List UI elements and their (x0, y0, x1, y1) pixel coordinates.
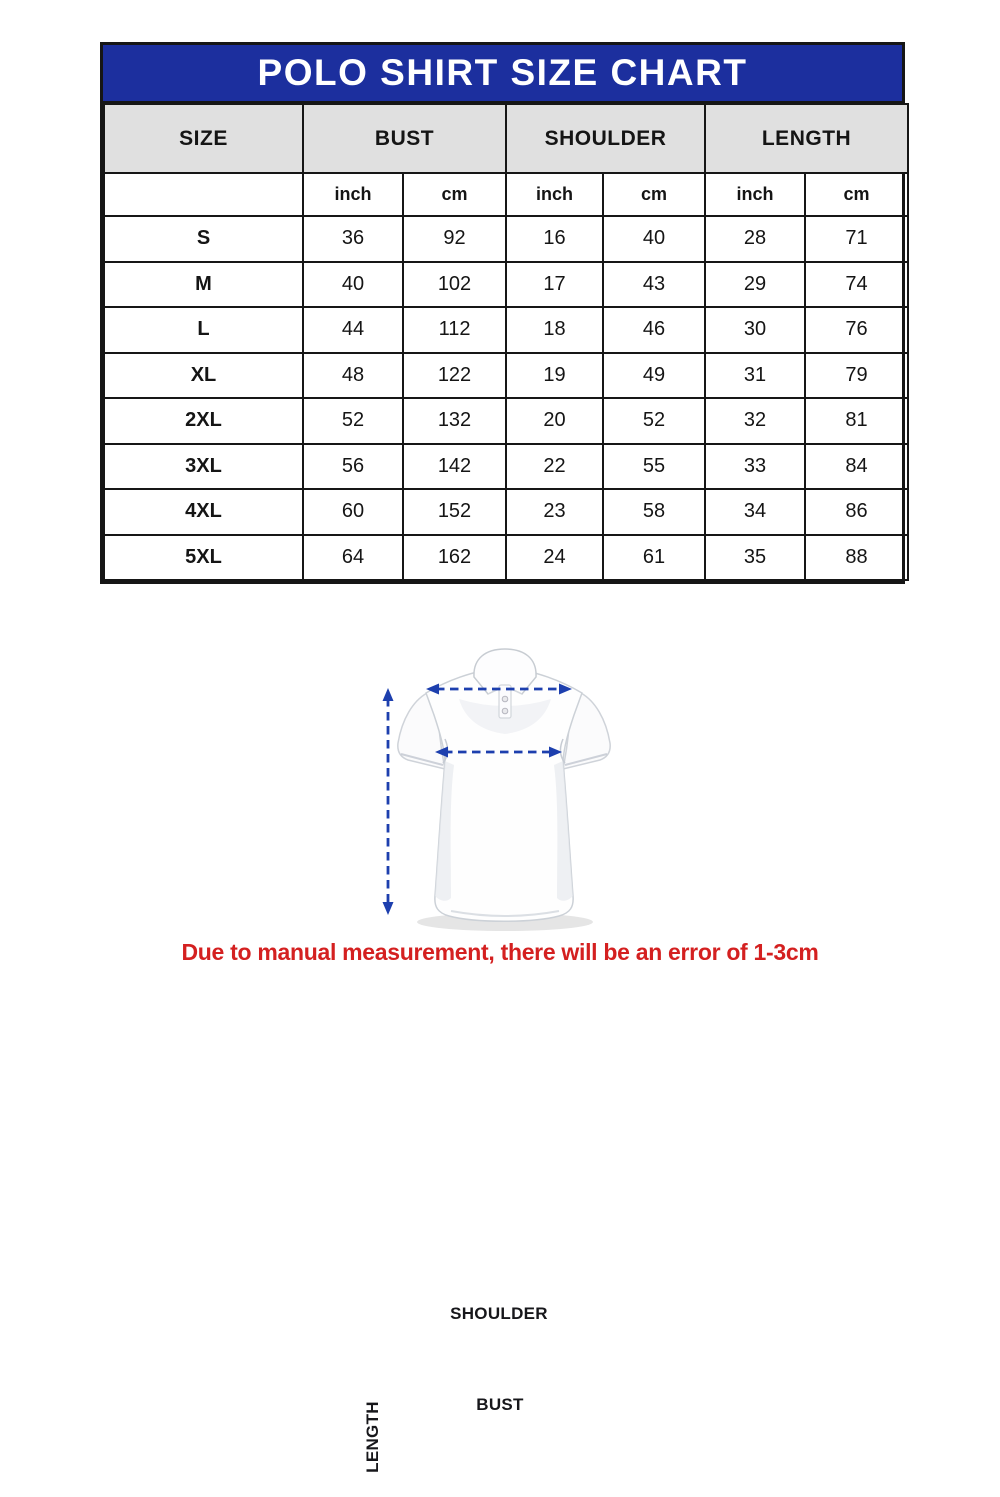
size-table (103, 103, 909, 581)
measurement-cell: 112 (403, 307, 506, 353)
table-row (104, 307, 908, 353)
table-row (104, 535, 908, 581)
size-label-cell: L (104, 307, 303, 353)
measurement-cell: 79 (805, 353, 908, 399)
measurement-cell: 40 (303, 262, 403, 308)
measurement-cell: 74 (805, 262, 908, 308)
measurement-cell: 86 (805, 489, 908, 535)
size-label-cell: XL (104, 353, 303, 399)
table-row (104, 353, 908, 399)
length-arrow (383, 688, 394, 915)
size-label-cell: 4XL (104, 489, 303, 535)
size-label-cell: S (104, 216, 303, 262)
measurement-cell: 84 (805, 444, 908, 490)
unit-header-bust-inch: inch (303, 173, 403, 216)
measurement-cell: 23 (506, 489, 603, 535)
table-row (104, 398, 908, 444)
measurement-cell: 61 (603, 535, 705, 581)
measurement-cell: 102 (403, 262, 506, 308)
measurement-cell: 46 (603, 307, 705, 353)
table-row (104, 216, 908, 262)
measurement-cell: 44 (303, 307, 403, 353)
measurement-cell: 17 (506, 262, 603, 308)
unit-header-blank (104, 173, 303, 216)
page-title: POLO SHIRT SIZE CHART (257, 52, 748, 93)
column-group-header-row (104, 104, 908, 173)
bust-label: BUST (476, 1395, 524, 1414)
size-label-cell: 3XL (104, 444, 303, 490)
measurement-cell: 122 (403, 353, 506, 399)
measurement-cell: 52 (603, 398, 705, 444)
measurement-cell: 22 (506, 444, 603, 490)
measurement-cell: 88 (805, 535, 908, 581)
table-row (104, 489, 908, 535)
measurement-cell: 43 (603, 262, 705, 308)
measurement-cell: 92 (403, 216, 506, 262)
measurement-cell: 40 (603, 216, 705, 262)
measurement-cell: 81 (805, 398, 908, 444)
measurement-cell: 32 (705, 398, 805, 444)
measurement-arrows (330, 640, 670, 940)
unit-header-row (104, 173, 908, 216)
measurement-cell: 34 (705, 489, 805, 535)
measurement-cell: 76 (805, 307, 908, 353)
column-header-length: LENGTH (705, 104, 908, 173)
column-header-size: SIZE (104, 104, 303, 173)
measurement-cell: 20 (506, 398, 603, 444)
measurement-cell: 31 (705, 353, 805, 399)
table-row (104, 262, 908, 308)
measurement-cell: 162 (403, 535, 506, 581)
measurement-cell: 152 (403, 489, 506, 535)
measurement-disclaimer: Due to manual measurement, there will be an error of 1-3cm (181, 939, 819, 965)
measurement-cell: 16 (506, 216, 603, 262)
unit-header-bust-cm: cm (403, 173, 506, 216)
size-chart-table-frame (100, 42, 905, 584)
length-label: LENGTH (363, 1401, 382, 1473)
measurement-cell: 58 (603, 489, 705, 535)
measurement-cell: 64 (303, 535, 403, 581)
measurement-cell: 18 (506, 307, 603, 353)
shoulder-label: SHOULDER (450, 1304, 548, 1323)
measurement-cell: 56 (303, 444, 403, 490)
measurement-cell: 35 (705, 535, 805, 581)
measurement-cell: 142 (403, 444, 506, 490)
measurement-cell: 19 (506, 353, 603, 399)
unit-header-length-cm: cm (805, 173, 908, 216)
measurement-cell: 55 (603, 444, 705, 490)
size-label-cell: 2XL (104, 398, 303, 444)
unit-header-length-inch: inch (705, 173, 805, 216)
measurement-cell: 52 (303, 398, 403, 444)
column-header-shoulder: SHOULDER (506, 104, 705, 173)
measurement-cell: 132 (403, 398, 506, 444)
shoulder-arrow (426, 684, 572, 695)
measurement-cell: 60 (303, 489, 403, 535)
measurement-cell: 28 (705, 216, 805, 262)
size-label-cell: 5XL (104, 535, 303, 581)
measurement-cell: 24 (506, 535, 603, 581)
measurement-cell: 49 (603, 353, 705, 399)
column-header-bust: BUST (303, 104, 506, 173)
measurement-cell: 29 (705, 262, 805, 308)
unit-header-shoulder-inch: inch (506, 173, 603, 216)
size-table-body (104, 216, 908, 580)
size-label-cell: M (104, 262, 303, 308)
measurement-cell: 30 (705, 307, 805, 353)
measurement-cell: 33 (705, 444, 805, 490)
title-bar (103, 45, 902, 103)
measurement-cell: 48 (303, 353, 403, 399)
measurement-cell: 36 (303, 216, 403, 262)
measurement-cell: 71 (805, 216, 908, 262)
table-row (104, 444, 908, 490)
unit-header-shoulder-cm: cm (603, 173, 705, 216)
bust-arrow (435, 747, 562, 758)
